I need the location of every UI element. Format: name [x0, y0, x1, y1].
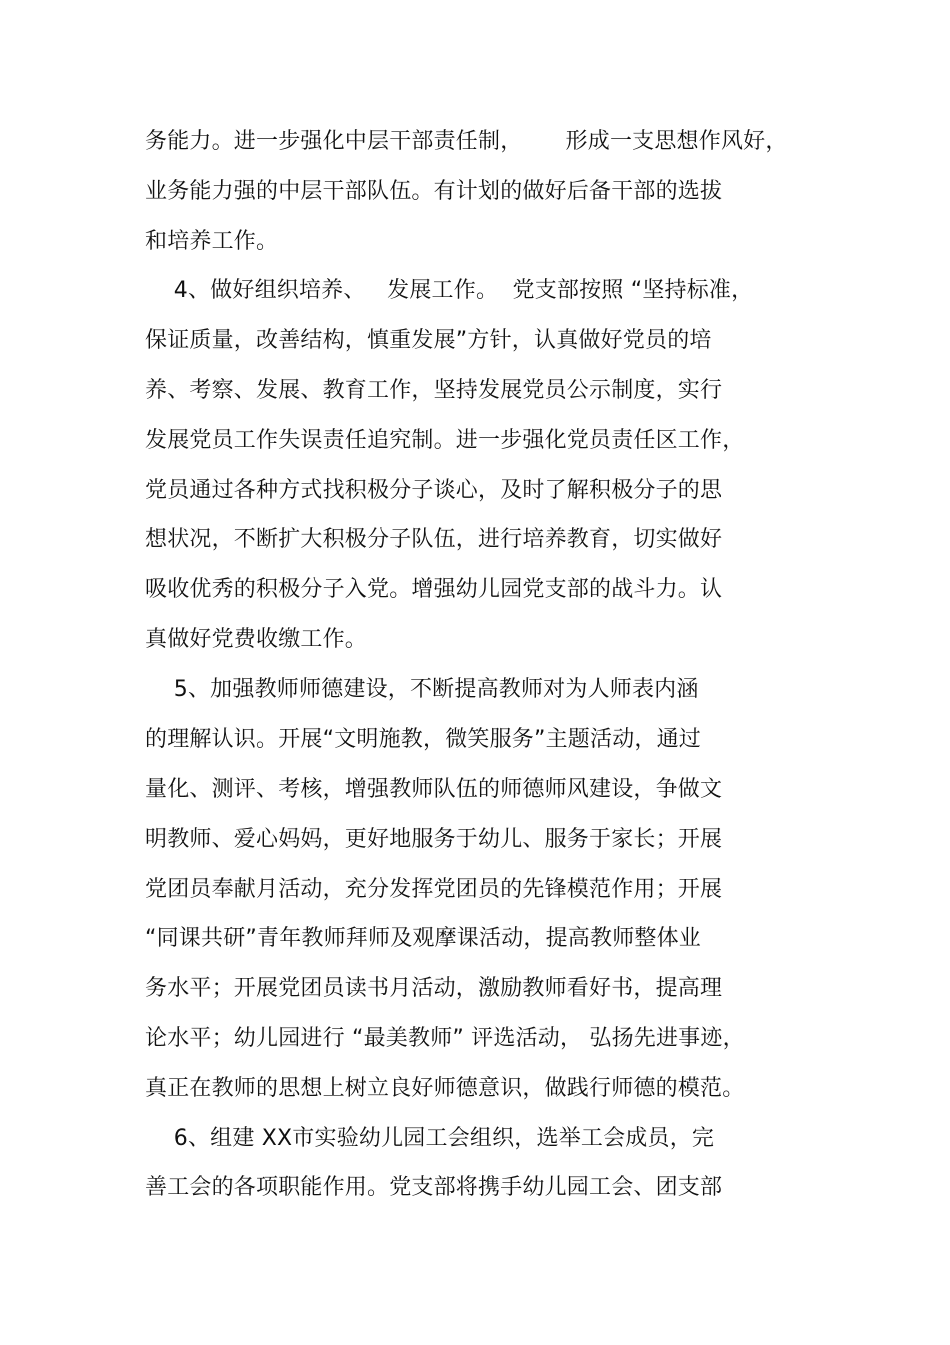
text-line: “同课共研”青年教师拜师及观摩课活动，提高教师整体业 [145, 926, 701, 951]
text-line: 务能力。进一步强化中层干部责任制， 形成一支思想作风好， [145, 129, 788, 154]
text-line: 想状况，不断扩大积极分子队伍，进行培养教育，切实做好 [145, 527, 723, 552]
text-line: 保证质量，改善结构，慎重发展”方针，认真做好党员的培 [145, 328, 712, 353]
text-line: 真做好党费收缴工作。 [145, 627, 368, 652]
text-line: 和培养工作。 [145, 229, 279, 254]
text-line: 4、做好组织培养、 发展工作。 党支部按照 “坚持标准， [145, 278, 754, 303]
text-line: 业务能力强的中层干部队伍。有计划的做好后备干部的选拔 [145, 179, 723, 204]
text-line: 真正在教师的思想上树立良好师德意识，做践行师德的模范。 [145, 1076, 745, 1101]
text-line: 发展党员工作失误责任追究制。进一步强化党员责任区工作， [145, 428, 745, 453]
text-line: 明教师、爱心妈妈，更好地服务于幼儿、服务于家长；开展 [145, 827, 723, 852]
text-line: 养、考察、发展、教育工作，坚持发展党员公示制度，实行 [145, 378, 723, 403]
text-line: 论水平；幼儿园进行 “最美教师” 评选活动， 弘扬先进事迹， [145, 1026, 745, 1051]
text-line: 务水平；开展党团员读书月活动，激励教师看好书，提高理 [145, 976, 723, 1001]
text-line: 6、组建 XX市实验幼儿园工会组织，选举工会成员，完 [145, 1126, 715, 1151]
text-line: 5、加强教师师德建设，不断提高教师对为人师表内涵 [145, 677, 699, 702]
text-line: 党员通过各种方式找积极分子谈心，及时了解积极分子的思 [145, 478, 723, 503]
text-line: 的理解认识。开展“文明施教，微笑服务”主题活动，通过 [145, 727, 701, 752]
text-line: 党团员奉献月活动，充分发挥党团员的先锋模范作用；开展 [145, 877, 723, 902]
text-line: 善工会的各项职能作用。党支部将携手幼儿园工会、团支部 [145, 1175, 723, 1200]
text-line: 量化、测评、考核，增强教师队伍的师德师风建设，争做文 [145, 777, 723, 802]
text-line: 吸收优秀的积极分子入党。增强幼儿园党支部的战斗力。认 [145, 577, 723, 602]
